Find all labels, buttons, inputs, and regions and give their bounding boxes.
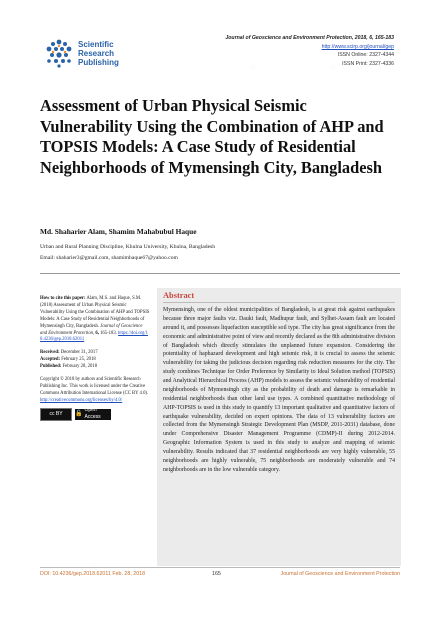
affiliation: Urban and Rural Planning Discipline, Khulna University, Khulna, Bangladesh [40, 244, 216, 250]
journal-header [225, 34, 394, 68]
scirp-logo-icon [44, 38, 74, 68]
publisher-name: Scientific Research Publishing [78, 40, 119, 67]
open-access-badge: 🔓 Open Access [75, 409, 111, 420]
email: Email: shaharier3@gmail.com, shamimhaque67@yahoo.com [40, 255, 178, 261]
abstract-heading: Abstract [163, 291, 195, 300]
abstract-text: Mymensingh, one of the oldest municipalities of Bangladesh, is at great risk against earthquakes because three major faults viz. Dauki fault, Madhupur fault, and Sylhet-Assam fault are located around it, and possesses liquefaction susceptible soil type. The city has great significance from the economic and administrative point of view and recently declared as the 8th administrative division of Bangladesh which directly stimulates the unplanned future expansion. Considering the potentiality of haphazard development and high seismic risk, it is crucial to assess the seismic vulnerability for taking the judicious decision regarding risk reduction measures for the city. The study combines Technique for Order Preference by Similarity to Ideal Solution method (TOPSIS) and Analytical Hierarchical Process (AHP) models to assess the seismic vulnerability of residential neighborhoods of Mymensingh city as the probability of death and damage is remarkable in residential neighborhoods than other land use types. A combined quantitative methodology of AHP-TOPSIS is used in this study to quantify 13 important qualitative and quantitative factors of earthquake vulnerability, decided on expert opinions. The data of 13 vulnerability factors are collected from the Mymensingh Strategic Development Plan (MSDP, 2011-2031) database, done under Comprehensive Disaster Management Programme (CDMP)-II during 2012-2014. Geographic Information System is used in this study to analyze and mapping of seismic vulnerability. Results indicated that 37 residential neighborhoods are very highly vulnerable, 55 neighborhoods are highly vulnerable, 75 neighborhoods are moderately vulnerable and 74 neighborhoods are in the low vulnerable category. [163, 307, 395, 473]
watermark-mark: ◌ [330, 62, 336, 73]
page-number: 165 [212, 571, 221, 577]
received-date: Received: December 31, 2017 [40, 350, 98, 356]
issn-online: ISSN Online: 2327-4344 [337, 52, 394, 59]
sidebar [40, 296, 150, 421]
cite-block: How to cite this paper: Alam, M.S. and Haque, S.M. (2018) Assessment of Urban Physical Seismic Vulnerability Using the Combination of AHP and TOPSIS Models: A Case Study of Residential Neighborhoods of Mymensingh City, Bangladesh. Journal of Geoscience and Environment Protection, 6, 165-183. https://doi.org/10.4236/gep.2018.62011 [40, 296, 150, 343]
open-lock-icon: 🔓 [75, 410, 83, 417]
footer-divider [40, 567, 400, 568]
accepted-date: Accepted: February 25, 2018 [40, 357, 96, 363]
watermark-mark: ◌ [90, 560, 96, 571]
doi-link[interactable]: https://doi.org/10.4236/gep.2018.62011 [40, 330, 149, 343]
divider [40, 273, 400, 274]
issn-print: ISSN Print: 2327-4336 [342, 60, 394, 67]
abstract-divider [163, 302, 395, 303]
published-date: Published: February 28, 2018 [40, 364, 98, 370]
cc-by-badge-icon: cc BY [40, 408, 72, 421]
watermark-mark: ◌ [250, 62, 256, 73]
footer-doi: DOI: 10.4236/gep.2018.62011 Feb. 28, 2018 [40, 571, 146, 577]
license-link[interactable]: http://creativecommons.org/licenses/by/4.0/ [40, 397, 123, 403]
journal-url-link[interactable]: http://www.scirp.org/journal/gep [321, 43, 394, 50]
copyright-notice: Copyright © 2018 by authors and Scientific Research Publishing Inc. This work is licensed under the Creative Commons Attribution International License (CC BY 4.0). [40, 377, 149, 396]
journal-citation: Journal of Geoscience and Environment Protection, 2018, 6, 165-183 [225, 35, 394, 41]
footer-journal: Journal of Geoscience and Environment Protection [280, 571, 400, 577]
paper-title: Assessment of Urban Physical Seismic Vulnerability Using the Combination of AHP and TOPSIS Models: A Case Study of Residential Neighborhoods of Mymensingh City, Bangladesh [40, 96, 384, 177]
authors: Md. Shaharier Alam, Shamim Mahabubul Haque [40, 227, 197, 236]
